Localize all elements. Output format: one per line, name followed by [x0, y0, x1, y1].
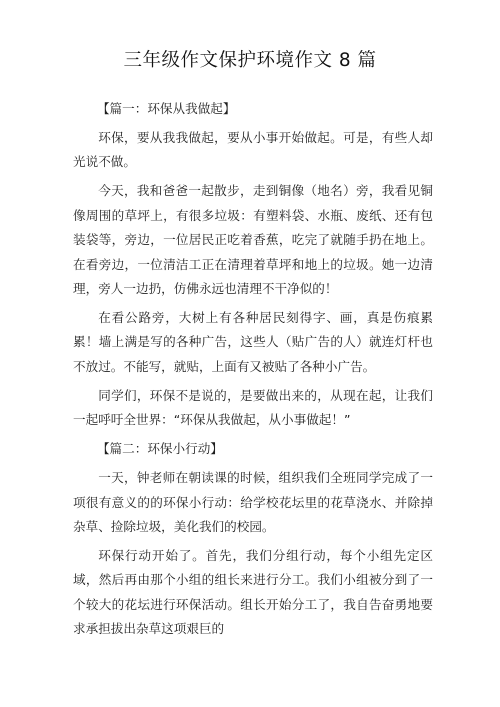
document-title: 三年级作文保护环境作文 8 篇 [123, 50, 377, 71]
section-heading-1: 【篇一：环保从我做起】 [96, 101, 236, 116]
paragraph: 一天，钟老师在朝读课的时候，组织我们全班同学完成了一项很有意义的的环保小行动：给学校花坛里的花草浇水、并除掉杂草、捡除垃圾，美化我们的校园。 [73, 470, 433, 535]
document-body [73, 97, 433, 646]
paragraph: 同学们，环保不是说的，是要做出来的，从现在起，让我们一起呼吁全世界：“环保从我做起，从小事做起！” [73, 387, 433, 428]
paragraph: 环保，要从我我做起，要从小事开始做起。可是，有些人却光说不做。 [73, 130, 433, 170]
paragraph: 环保行动开始了。首先，我们分组行动，每个小组先定区域，然后再由那个小组的组长来进行分工。我们小组被分到了一个较大的花坛进行环保活动。组长开始分工了，我自告奋勇地要求承担拔出杂草这项艰巨的 [73, 548, 433, 637]
paragraph: 今天，我和爸爸一起散步，走到铜像（地名）旁，我看见铜像周围的草坪上，有很多垃圾：有塑料袋、水瓶、废纸、还有包装袋等，旁边，一位居民正吃着香蕉，吃完了就随手扔在地上。在看旁边，一位清洁工正在清理着草坪和地上的垃圾。她一边清理，旁人一边扔，仿佛永远也清理不干净似的！ [73, 183, 433, 297]
paragraph: 在看公路旁，大树上有各种居民刻得字、画，真是伤痕累累！墙上满是写的各种广告，这些人（贴广告的人）就连灯杆也不放过。不能写，就贴，上面有又被贴了各种小广告。 [73, 310, 433, 374]
section-heading-2: 【篇二：环保小行动】 [96, 441, 223, 457]
